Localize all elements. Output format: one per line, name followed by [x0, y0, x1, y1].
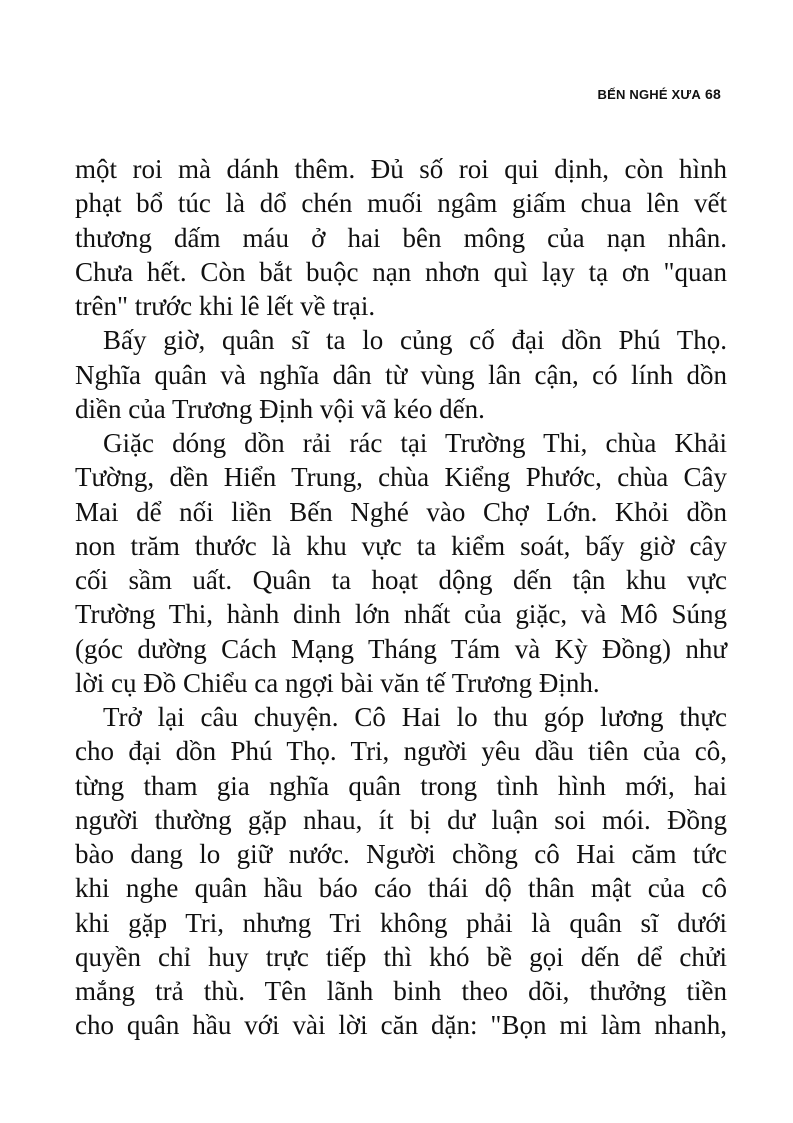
- page-number: 68: [705, 86, 721, 102]
- text-line: Bấy giờ, quân sĩ ta lo củng cố đại dồn Phú Thọ.: [103, 325, 727, 356]
- running-header: [598, 86, 721, 102]
- text-line: trên" trước khi lê lết về trại.: [75, 291, 376, 321]
- body-text: [75, 152, 727, 1043]
- paragraph: [75, 152, 727, 323]
- text-line: quyền chỉ huy trực tiếp thì khó bề gọi dến dể chửi: [75, 941, 727, 972]
- text-line: cho đại dồn Phú Thọ. Tri, người yêu dầu tiên của cô,: [75, 736, 727, 767]
- text-line: (góc dường Cách Mạng Tháng Tám và Kỳ Đồng) như: [75, 633, 727, 664]
- text-line: diền của Trương Định vội vã kéo dến.: [75, 393, 485, 424]
- text-line: Trường Thi, hành dinh lớn nhất của giặc, và Mô Súng: [75, 599, 727, 630]
- text-line: khi gặp Tri, nhưng Tri không phải là quân sĩ dưới: [75, 907, 727, 938]
- text-line: Nghĩa quân và nghĩa dân từ vùng lân cận, có lính dồn: [75, 359, 727, 390]
- text-line: Tường, dền Hiển Trung, chùa Kiểng Phước, chùa Cây: [75, 462, 727, 493]
- text-line: cho quân hầu với vài lời căn dặn: "Bọn mi làm nhanh,: [75, 1010, 727, 1041]
- text-line: lời cụ Đồ Chiểu ca ngợi bài văn tế Trương Định.: [75, 667, 600, 698]
- paragraph: [75, 700, 727, 1043]
- text-line: một roi mà dánh thêm. Đủ số roi qui dịnh, còn hình: [75, 154, 727, 184]
- text-line: cối sầm uất. Quân ta hoạt dộng dến tận khu vực: [75, 565, 727, 595]
- text-line: Trở lại câu chuyện. Cô Hai lo thu góp lương thực: [103, 702, 727, 732]
- text-line: thương dấm máu ở hai bên mông của nạn nhân.: [75, 222, 727, 253]
- text-line: mắng trả thù. Tên lãnh binh theo dõi, thưởng tiền: [75, 976, 727, 1006]
- text-line: Mai dể nối liền Bến Nghé vào Chợ Lớn. Khỏi dồn: [75, 496, 727, 527]
- text-line: người thường gặp nhau, ít bị dư luận soi mói. Đồng: [75, 804, 727, 835]
- text-line: phạt bổ túc là dổ chén muối ngâm giấm chua lên vết: [75, 188, 727, 219]
- book-title: BẾN NGHÉ XƯA: [597, 87, 702, 102]
- text-line: từng tham gia nghĩa quân trong tình hình mới, hai: [75, 770, 727, 801]
- paragraph: [75, 426, 727, 700]
- text-line: khi nghe quân hầu báo cáo thái dộ thân mật của cô: [75, 873, 727, 904]
- text-line: bào dang lo giữ nước. Người chồng cô Hai căm tức: [75, 839, 727, 869]
- paragraph: [75, 323, 727, 426]
- text-line: Giặc dóng dồn rải rác tại Trường Thi, chùa Khải: [103, 428, 727, 458]
- text-line: non trăm thước là khu vực ta kiểm soát, bấy giờ cây: [75, 530, 727, 561]
- text-line: Chưa hết. Còn bắt buộc nạn nhơn quì lạy tạ ơn "quan: [75, 256, 727, 287]
